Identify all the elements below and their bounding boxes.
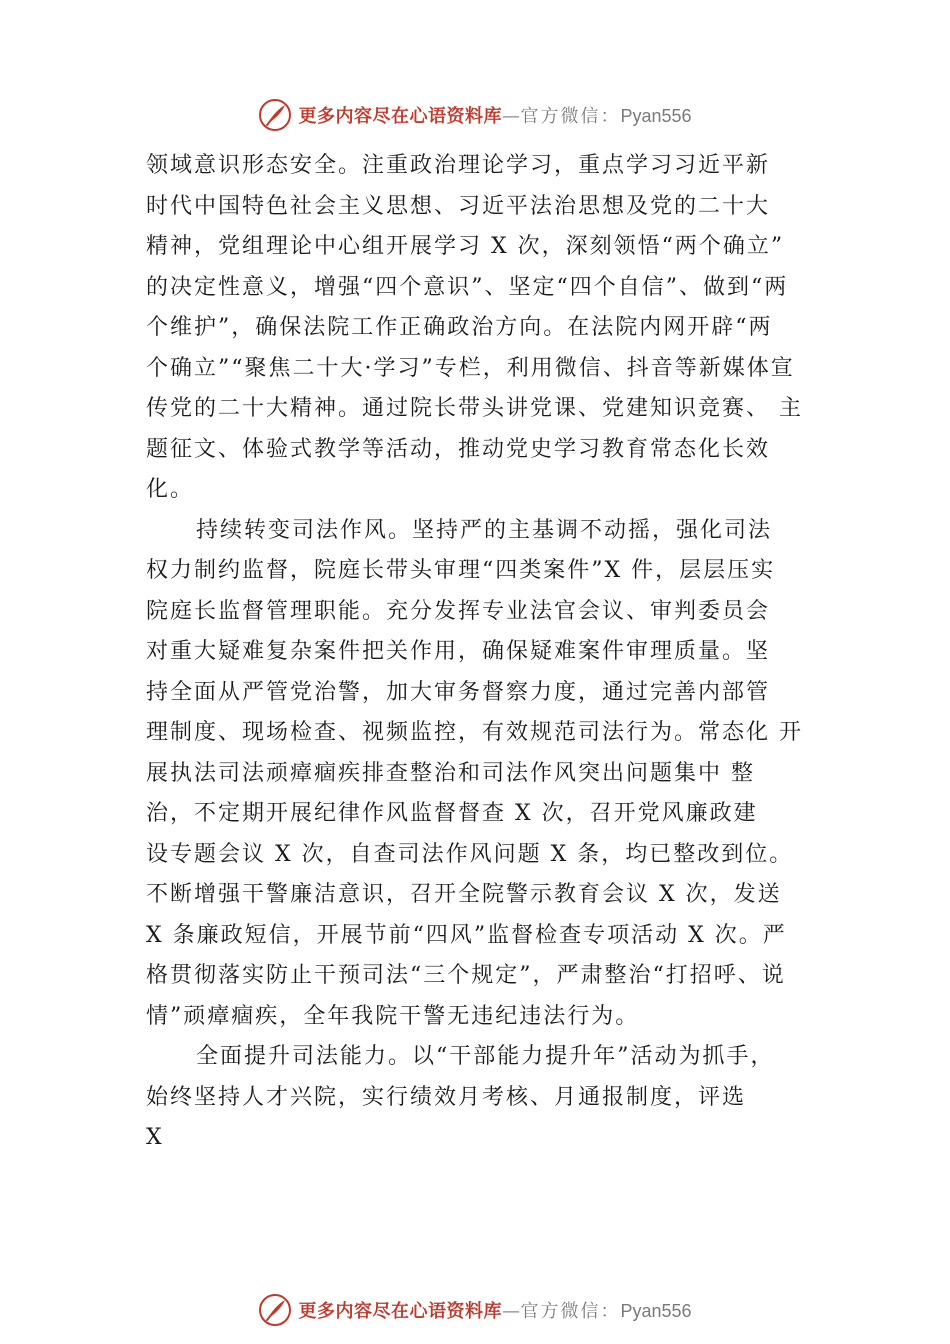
watermark-account: Pyan556: [620, 1301, 692, 1321]
paragraph-judicial-ability: [146, 1037, 836, 1159]
watermark-brand: 更多内容尽在心语资料库: [298, 106, 502, 127]
text-line: X 条廉政短信，开展节前“四风”监督检查专项活动 X 次。严: [146, 922, 787, 948]
paragraph-judicial-style: [146, 511, 836, 1038]
text-line: 传党的二十大精神。通过院长带头讲党课、党建知识竞赛、 主: [146, 396, 803, 421]
watermark-channel: 官方微信：: [520, 106, 621, 127]
paragraph-ideology-security: [146, 146, 836, 511]
header-watermark: [0, 95, 950, 135]
watermark-text: [298, 102, 691, 128]
text-line: 领域意识形态安全。注重政治理论学习，重点学习习近平新: [146, 153, 771, 178]
text-line: 对重大疑难复杂案件把关作用，确保疑难案件审理质量。坚: [146, 639, 771, 664]
text-line: 化。: [146, 477, 195, 502]
text-line: 精神，党组理论中心组开展学习 X 次，深刻领悟“两个确立”: [146, 234, 785, 259]
watermark-separator: —: [501, 1301, 521, 1322]
text-line: 时代中国特色社会主义思想、习近平法治思想及党的二十大: [146, 193, 771, 219]
text-line: 治，不定期开展纪律作风监督督查 X 次，召开党风廉政建: [146, 801, 758, 826]
text-line: 情”顽瘴痼疾，全年我院干警无违纪违法行为。: [146, 1003, 640, 1029]
text-line: 全面提升司法能力。以“干部能力提升年”活动为抓手，: [196, 1044, 775, 1069]
text-line: 理制度、现场检查、视频监控，有效规范司法行为。常态化 开: [146, 720, 803, 745]
text-line: 权力制约监督，院庭长带头审理“四类案件”X 件，层层压实: [146, 558, 776, 583]
footer-watermark: [0, 1290, 950, 1330]
text-line: 持全面从严管党治警，加大审务督察力度，通过完善内部管: [146, 679, 771, 705]
watermark-separator: —: [501, 106, 521, 127]
text-line: X: [146, 1125, 164, 1150]
feather-pen-logo-icon: [258, 1293, 292, 1327]
text-line: 格贯彻落实防止干预司法“三个规定”，严肃整治“打招呼、说: [146, 963, 786, 988]
watermark-channel: 官方微信：: [520, 1301, 621, 1322]
text-line: 题征文、体验式教学等活动，推动党史学习教育常态化长效: [146, 436, 771, 462]
watermark-brand: 更多内容尽在心语资料库: [298, 1301, 502, 1322]
text-line: 展执法司法顽瘴痼疾排查整治和司法作风突出问题集中 整: [146, 760, 755, 786]
text-line: 始终坚持人才兴院，实行绩效月考核、月通报制度，评选: [146, 1084, 747, 1110]
feather-pen-logo-icon: [258, 98, 292, 132]
document-body: [146, 146, 836, 1159]
text-line: 设专题会议 X 次，自查司法作风问题 X 条，均已整改到位。: [146, 841, 794, 867]
text-line: 个维护”，确保法院工作正确政治方向。在法院内网开辟“两: [146, 315, 773, 340]
watermark-account: Pyan556: [620, 106, 692, 126]
text-line: 个确立”“聚焦二十大·学习”专栏，利用微信、抖音等新媒体宣: [146, 355, 795, 381]
watermark-text: [298, 1297, 691, 1323]
text-line: 院庭长监督管理职能。充分发挥专业法官会议、审判委员会: [146, 598, 771, 624]
text-line: 不断增强干警廉洁意识，召开全院警示教育会议 X 次，发送: [146, 882, 782, 907]
text-line: 的决定性意义，增强“四个意识”、坚定“四个自信”、做到“两: [146, 274, 789, 300]
text-line: 持续转变司法作风。坚持严的主基调不动摇，强化司法: [196, 517, 773, 543]
